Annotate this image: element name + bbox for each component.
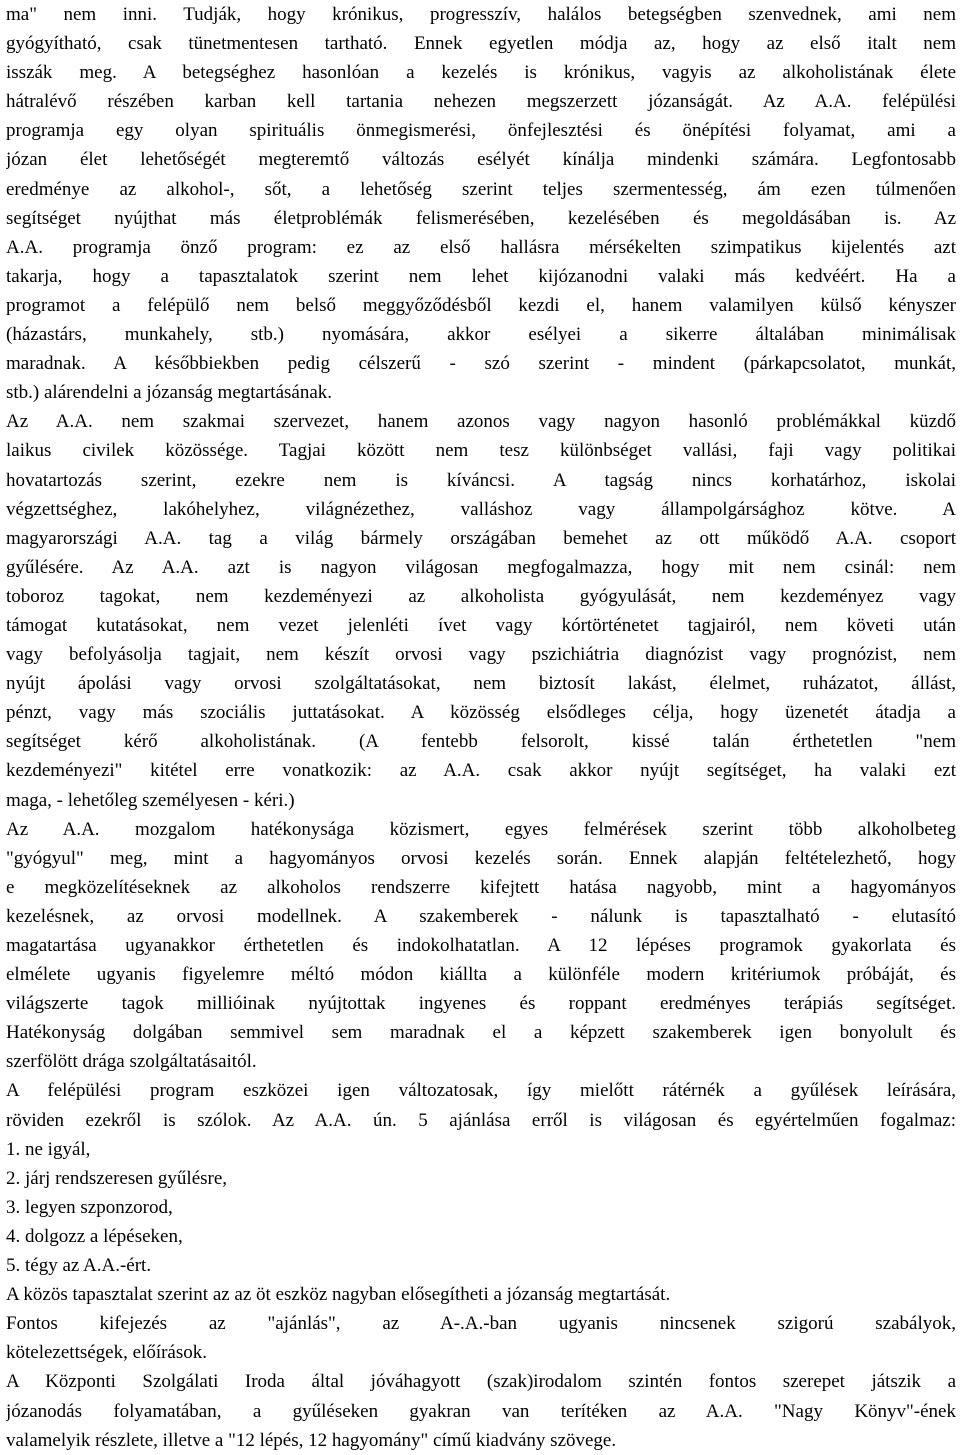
text-line: Az A.A. nem szakmai szervezet, hanem azonos vagy nagyon hasonló problémákkal küzdő [6, 411, 956, 433]
text-line: szerfölött drága szolgáltatásaitól. [6, 1051, 257, 1073]
text-line: végzettséghez, lakóhelyhez, világnézethez, valláshoz vagy állampolgársághoz kötve. A [6, 498, 956, 520]
text-line: kezdeményezi" kitétel erre vonatkozik: az A.A. csak akkor nyújt segítséget, ha valaki ezt [6, 760, 956, 782]
text-line: (házastárs, munkahely, stb.) nyomására, akkor esélyei a sikerre általában minimálisak [6, 324, 956, 346]
text-line: e megközelítéseknek az alkoholos rendszerre kifejtett hatása nagyobb, mint a hagyományos [6, 876, 956, 898]
text-line: vagy befolyásolja tagjait, nem készít orvosi vagy pszichiátria diagnózist vagy prognózist, nem [6, 644, 956, 666]
text-line: maradnak. A későbbiekben pedig célszerű - szó szerint - mindent (párkapcsolatot, munkát, [6, 353, 956, 375]
text-line: magyarországi A.A. tag a világ bármely országában bemehet az ott működő A.A. csoport [6, 527, 956, 549]
text-line: magatartása ugyanakkor érthetetlen és indokolhatatlan. A 12 lépéses programok gyakorlata és [6, 935, 956, 956]
text-line: pénzt, vagy más szociális juttatásokat. A közösség elsődleges célja, hogy üzenetét átadja a [6, 702, 956, 724]
text-line: A felépülési program eszközei igen változatosak, így mielőtt rátérnék a gyűlések leírására, [6, 1080, 956, 1102]
text-line: gyűlésére. Az A.A. azt is nagyon világosan megfogalmazza, hogy mit nem csinál: nem [6, 556, 956, 578]
text-line: Fontos kifejezés az "ajánlás", az A-.A.-ban ugyanis nincsenek szigorú szabályok, [6, 1313, 956, 1335]
text-line: A közös tapasztalat szerint az az öt eszköz nagyban elősegítheti a józanság megtartását. [6, 1284, 671, 1306]
text-line: Az A.A. mozgalom hatékonysága közismert, egyes felmérések szerint több alkoholbeteg [6, 818, 956, 840]
text-line: eredménye az alkohol-, sőt, a lehetőség szerint teljes szermentesség, ám ezen túlmenően [6, 178, 956, 200]
text-line: kezelésnek, az orvosi modellnek. A szakemberek - nálunk is tapasztalható - elutasító [6, 905, 956, 927]
text-line: ma" nem inni. Tudják, hogy krónikus, progresszív, halálos betegségben szenvednek, ami nem [6, 4, 956, 25]
text-line: A Központi Szolgálati Iroda által jóváhagyott (szak)irodalom szintén fontos szerepet játszik a [6, 1371, 956, 1393]
text-line: programja egy olyan spirituális önmegismerési, önfejlesztési és önépítési folyamat, ami a [6, 120, 956, 142]
text-line: 3. legyen szponzorod, [6, 1196, 173, 1218]
text-line: józanodás folyamatában, a gyűléseken gyakran van terítéken az A.A. "Nagy Könyv"-ének [6, 1400, 956, 1422]
text-line: józan élet lehetőségét megteremtő változás esélyét kínálja mindenki számára. Legfontosabb [6, 149, 956, 171]
text-line: Hatékonyság dolgában semmivel sem maradnak el a képzett szakemberek igen bonyolult és [6, 1022, 956, 1044]
text-line: 1. ne igyál, [6, 1138, 91, 1160]
text-line: gyógyítható, csak tünetmentesen tartható. Ennek egyetlen módja az, hogy az első italt nem [6, 33, 956, 55]
text-line: stb.) alárendelni a józanság megtartásának. [6, 382, 333, 404]
text-line: támogat kutatásokat, nem vezet jelenléti ívet vagy kórtörténetet tagjairól, nem követi után [6, 614, 956, 636]
text-line: laikus civilek közössége. Tagjai között nem tesz különbséget vallási, faji vagy politikai [6, 440, 956, 462]
text-line: kötelezettségek, előírások. [6, 1342, 208, 1364]
text-line: valamelyik részlete, illetve a "12 lépés, 12 hagyomány" című kiadvány szövege. [6, 1429, 617, 1451]
text-line: nyújt ápolási vagy orvosi szolgáltatásokat, nem biztosít lakást, élelmet, ruházatot, állást, [6, 673, 956, 695]
text-line: röviden ezekről is szólok. Az A.A. ún. 5 ajánlása erről is világosan és egyértelműen fogalmaz: [6, 1109, 956, 1131]
text-line: 4. dolgozz a lépéseken, [6, 1225, 183, 1247]
text-line: hátralévő részében karban kell tartania nehezen megszerzett józanságát. Az A.A. felépülési [6, 91, 956, 113]
text-line: A.A. programja önző program: ez az első hallásra mérsékelten szimpatikus kijelentés azt [6, 236, 956, 258]
text-line: programot a felépülő nem belső meggyőződésből kezdi el, hanem valamilyen külső kényszer [6, 294, 956, 316]
text-line: "gyógyul" meg, mint a hagyományos orvosi kezelés során. Ennek alapján feltételezhető, hogy [6, 847, 956, 869]
document-page [6, 0, 956, 1455]
text-line: toboroz tagokat, nem kezdeményezi az alkoholista gyógyulását, nem kezdeményez vagy [6, 585, 956, 607]
text-line: világszerte tagok millióinak nyújtottak ingyenes és roppant eredményes terápiás segítséget. [6, 993, 956, 1015]
text-line: 5. tégy az A.A.-ért. [6, 1255, 152, 1277]
text-line: hovatartozás szerint, ezekre nem is kíváncsi. A tagság nincs korhatárhoz, iskolai [6, 469, 956, 491]
text-line: segítséget kérő alkoholistának. (A fentebb felsorolt, kissé talán érthetetlen "nem [6, 731, 956, 753]
text-line: 2. járj rendszeresen gyűlésre, [6, 1167, 228, 1189]
text-line: maga, - lehetőleg személyesen - kéri.) [6, 789, 295, 811]
text-line: isszák meg. A betegséghez hasonlóan a kezelés is krónikus, vagyis az alkoholistának élete [6, 62, 956, 84]
text-line: elmélete ugyanis figyelemre méltó módon kiállta a különféle modern kritériumok próbáját, és [6, 964, 956, 986]
text-line: takarja, hogy a tapasztalatok szerint nem lehet kijózanodni valaki más kedvéért. Ha a [6, 265, 956, 287]
text-line: segítséget nyújthat más életproblémák felismerésében, kezelésében és megoldásában is. Az [6, 207, 956, 229]
